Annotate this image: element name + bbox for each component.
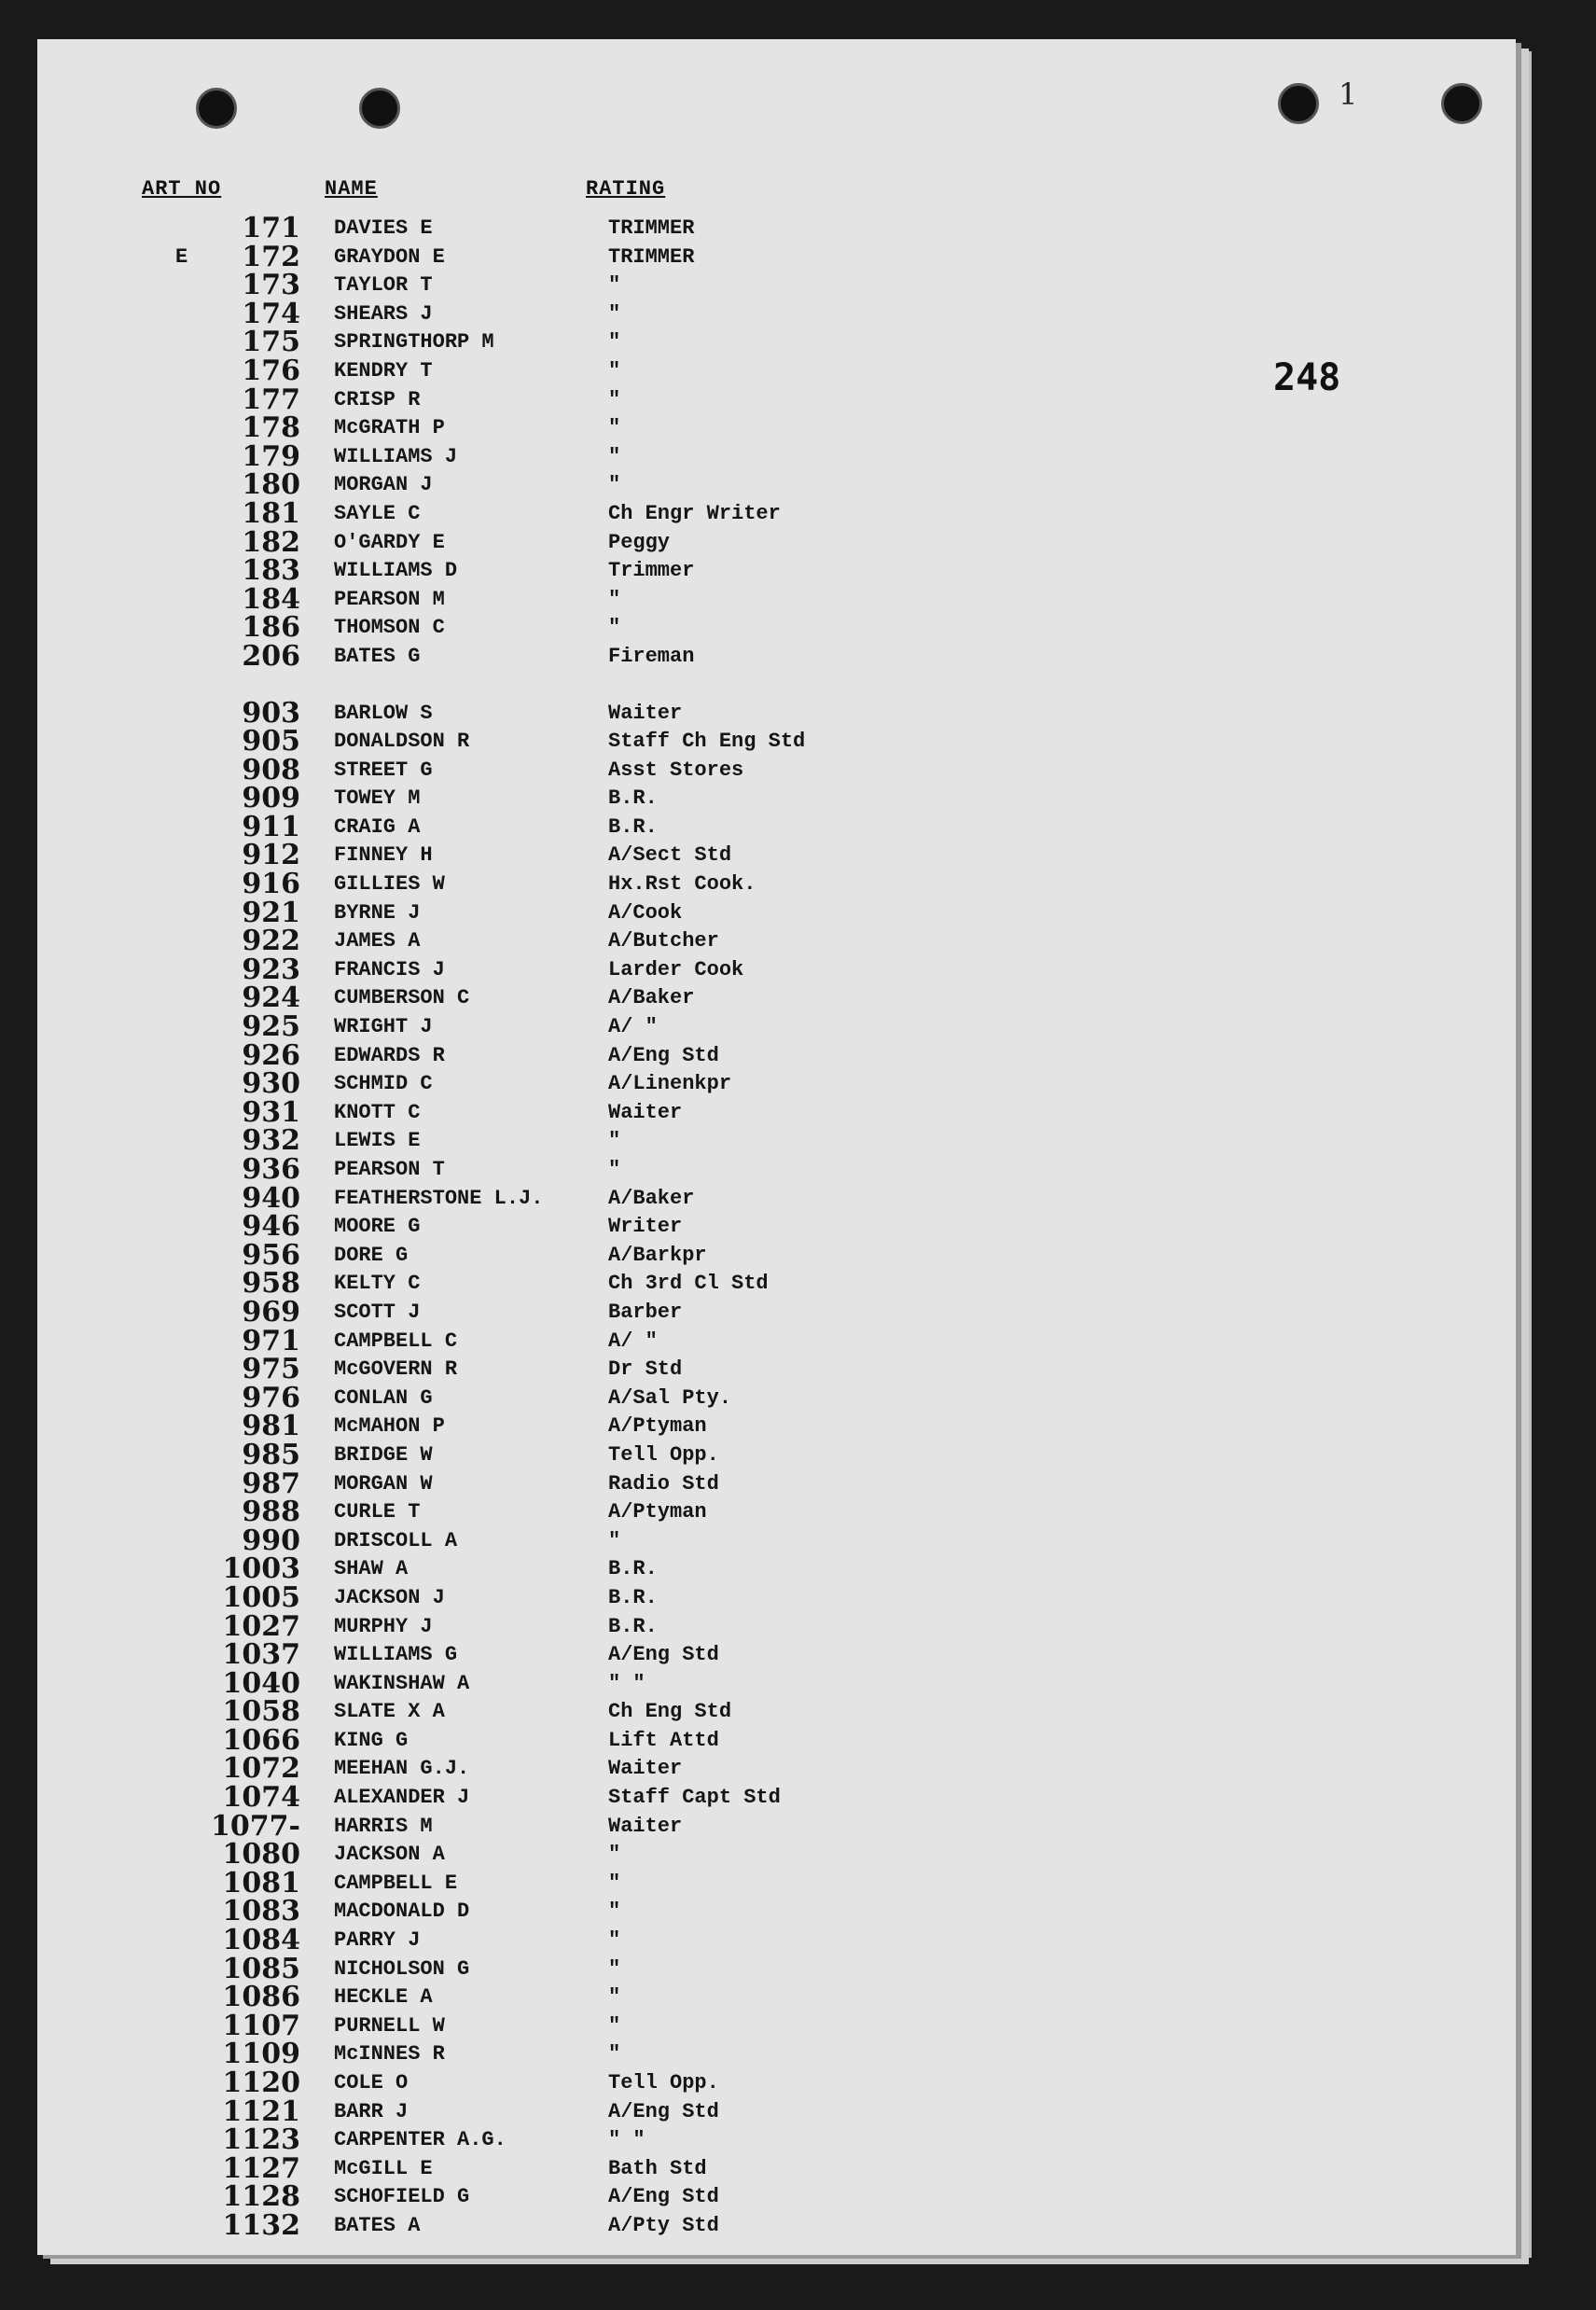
art-number: 1027	[222, 1609, 300, 1643]
crew-name: CAMPBELL E	[334, 1871, 458, 1895]
crew-row	[37, 1498, 1157, 1527]
crew-row	[37, 927, 1157, 956]
crew-rating: "	[608, 1528, 621, 1552]
crew-rating: Ch Eng Std	[608, 1700, 732, 1724]
art-number: 1132	[222, 2208, 300, 2242]
art-number: 924	[242, 981, 300, 1015]
crew-rating: A/Eng Std	[608, 1043, 719, 1067]
crew-rating: "	[608, 616, 621, 640]
crew-name: TAYLOR T	[334, 273, 433, 298]
art-number: 930	[242, 1067, 300, 1101]
crew-rating: Writer	[608, 1215, 683, 1239]
crew-rating: A/Baker	[608, 986, 695, 1010]
art-number: 173	[242, 269, 300, 302]
crew-rating: "	[608, 273, 621, 298]
art-number: 186	[242, 611, 300, 645]
crew-rating: B.R.	[608, 814, 658, 839]
crew-row	[37, 1552, 1157, 1586]
crew-row	[37, 810, 1157, 843]
crew-row	[37, 1353, 1157, 1386]
crew-rating: Larder Cook	[608, 957, 744, 981]
crew-rating: Waiter	[608, 1814, 683, 1838]
crew-rating: " "	[608, 2128, 645, 2152]
crew-row	[37, 953, 1157, 986]
crew-name: WILLIAMS J	[334, 444, 458, 468]
crew-row	[37, 1752, 1157, 1786]
crew-name: SHEARS J	[334, 301, 433, 326]
crew-row	[37, 328, 1157, 357]
art-number: 171	[242, 212, 300, 244]
crew-row	[37, 525, 1157, 559]
crew-rating: A/Pty Std	[608, 2213, 719, 2237]
crew-row	[37, 468, 1157, 502]
crew-row	[37, 2040, 1157, 2069]
header-art-no: ART NO	[142, 177, 222, 201]
art-number: 969	[242, 1295, 300, 1329]
crew-name: MOORE G	[334, 1215, 421, 1239]
crew-row	[37, 411, 1157, 445]
crew-name: CARPENTER A.G.	[334, 2128, 507, 2152]
crew-rating: "	[608, 1129, 621, 1153]
art-number: 905	[242, 725, 300, 758]
crew-rating: "	[608, 1843, 621, 1867]
crew-rating: A/ "	[608, 1329, 658, 1353]
art-number: 976	[242, 1381, 300, 1414]
crew-rating: "	[608, 1899, 621, 1924]
crew-name: EDWARDS R	[334, 1043, 445, 1067]
art-number: 923	[242, 953, 300, 986]
crew-rating: Waiter	[608, 1757, 683, 1781]
crew-name: COLE O	[334, 2071, 409, 2094]
crew-row	[37, 2094, 1157, 2128]
page-number: 248	[1273, 356, 1341, 399]
art-number: 180	[242, 468, 300, 502]
crew-row	[37, 2009, 1157, 2042]
crew-name: JACKSON J	[334, 1585, 445, 1609]
crew-row	[37, 1952, 1157, 1985]
crew-name: PEARSON M	[334, 587, 445, 611]
crew-name: MACDONALD D	[334, 1899, 470, 1924]
art-number: 1077-	[211, 1809, 300, 1843]
crew-rating: Fireman	[608, 644, 695, 668]
crew-rating: A/Eng Std	[608, 1643, 719, 1667]
art-number: 1003	[222, 1552, 300, 1586]
crew-rating: A/ "	[608, 1015, 658, 1039]
crew-name: BATES A	[334, 2213, 421, 2237]
art-number: 206	[242, 639, 300, 673]
art-number: 174	[242, 297, 300, 330]
crew-name: DRISCOLL A	[334, 1528, 458, 1552]
art-number: 1081	[222, 1866, 300, 1899]
art-number: 940	[242, 1181, 300, 1215]
crew-row	[37, 725, 1157, 758]
crew-rating: " "	[608, 1671, 645, 1695]
crew-name: FEATHERSTONE L.J.	[334, 1186, 544, 1210]
art-number: 1066	[222, 1723, 300, 1757]
crew-row	[37, 297, 1157, 330]
punch-hole-left-1	[196, 88, 237, 129]
crew-row	[37, 870, 1157, 899]
crew-row	[37, 1238, 1157, 1272]
crew-rating: A/Eng Std	[608, 2099, 719, 2123]
crew-name: MORGAN W	[334, 1471, 433, 1496]
crew-row	[37, 1324, 1157, 1357]
crew-row	[37, 271, 1157, 300]
art-number: 956	[242, 1238, 300, 1272]
art-number: 925	[242, 1010, 300, 1044]
crew-row	[37, 1412, 1157, 1441]
crew-name: BARLOW S	[334, 701, 433, 725]
crew-rating: "	[608, 1956, 621, 1981]
crew-name: PURNELL W	[334, 2013, 445, 2038]
crew-rating: Asst Stores	[608, 758, 744, 782]
crew-name: HECKLE A	[334, 1985, 433, 2010]
crew-rating: Trimmer	[608, 559, 695, 583]
crew-rating: Peggy	[608, 530, 671, 554]
crew-name: STREET G	[334, 758, 433, 782]
crew-rating: "	[608, 330, 621, 355]
crew-row	[37, 1580, 1157, 1614]
crew-name: SCHOFIELD G	[334, 2185, 470, 2209]
crew-rating: B.R.	[608, 1614, 658, 1638]
crew-name: SAYLE C	[334, 501, 421, 525]
art-number: 1084	[222, 1924, 300, 1957]
crew-row	[37, 639, 1157, 673]
crew-name: MURPHY J	[334, 1614, 433, 1638]
crew-rating: Waiter	[608, 701, 683, 725]
art-number: 985	[242, 1438, 300, 1471]
crew-rating: Waiter	[608, 1100, 683, 1124]
crew-name: McGOVERN R	[334, 1357, 458, 1382]
art-number: 182	[242, 525, 300, 559]
crew-row	[37, 1866, 1157, 1899]
crew-name: WAKINSHAW A	[334, 1671, 470, 1695]
crew-row	[37, 1181, 1157, 1215]
crew-name: CRAIG A	[334, 814, 421, 839]
crew-row	[37, 981, 1157, 1015]
crew-row	[37, 782, 1157, 815]
art-number: 179	[242, 439, 300, 473]
pencil-mark: 1	[1339, 77, 1358, 112]
art-number: 946	[242, 1210, 300, 1244]
art-number: 1121	[222, 2094, 300, 2128]
crew-name: FRANCIS J	[334, 957, 445, 981]
art-number: 932	[242, 1124, 300, 1158]
crew-row	[37, 554, 1157, 588]
crew-rating: Hx.Rst Cook.	[608, 872, 756, 897]
crew-rating: Radio Std	[608, 1471, 719, 1496]
crew-rating: "	[608, 416, 621, 440]
crew-rating: "	[608, 387, 621, 411]
crew-row	[37, 1781, 1157, 1815]
crew-rating: Barber	[608, 1300, 683, 1324]
crew-rating: "	[608, 1928, 621, 1953]
crew-rating: TRIMMER	[608, 216, 695, 240]
crew-name: SCHMID C	[334, 1072, 433, 1096]
crew-row	[37, 1467, 1157, 1500]
crew-rating: A/Barkpr	[608, 1243, 707, 1267]
crew-row	[37, 896, 1157, 929]
art-number: 912	[242, 839, 300, 872]
crew-rating: A/Butcher	[608, 929, 719, 953]
crew-row	[37, 2123, 1157, 2157]
crew-name: HARRIS M	[334, 1814, 433, 1838]
art-number: 958	[242, 1267, 300, 1301]
crew-row	[37, 1983, 1157, 2012]
crew-name: SLATE X A	[334, 1700, 445, 1724]
art-number: 931	[242, 1095, 300, 1129]
art-number: 184	[242, 582, 300, 616]
crew-name: BATES G	[334, 644, 421, 668]
art-number: 1083	[222, 1895, 300, 1928]
crew-name: FINNEY H	[334, 843, 433, 868]
art-number: 908	[242, 753, 300, 786]
art-number: 1123	[222, 2123, 300, 2157]
crew-name: WILLIAMS G	[334, 1643, 458, 1667]
crew-row	[37, 753, 1157, 786]
art-number: 1107	[222, 2009, 300, 2042]
crew-row	[37, 1438, 1157, 1471]
crew-name: TOWEY M	[334, 786, 421, 811]
crew-name: DAVIES E	[334, 216, 433, 240]
crew-rating: A/Cook	[608, 900, 683, 925]
crew-row	[37, 1838, 1157, 1872]
art-number: 177	[242, 383, 300, 416]
crew-name: KELTY C	[334, 1272, 421, 1296]
crew-row	[37, 2066, 1157, 2099]
crew-row	[37, 212, 1157, 244]
crew-name: McGILL E	[334, 2156, 433, 2180]
art-number: 181	[242, 496, 300, 530]
crew-row	[37, 439, 1157, 473]
art-number: 1072	[222, 1752, 300, 1786]
crew-name: BRIDGE W	[334, 1442, 433, 1467]
row-prefix: E	[175, 244, 188, 269]
crew-name: PEARSON T	[334, 1158, 445, 1181]
crew-name: JAMES A	[334, 929, 421, 953]
art-number: 1005	[222, 1580, 300, 1614]
art-number: 916	[242, 868, 300, 901]
crew-name: BARR J	[334, 2099, 409, 2123]
crew-rating: A/Linenkpr	[608, 1072, 732, 1096]
art-number: 1058	[222, 1695, 300, 1729]
crew-name: DONALDSON R	[334, 730, 470, 754]
crew-rating: B.R.	[608, 1585, 658, 1609]
crew-name: WRIGHT J	[334, 1015, 433, 1039]
crew-row	[37, 2208, 1157, 2242]
crew-rating: A/Ptyman	[608, 1414, 707, 1439]
crew-name: PARRY J	[334, 1928, 421, 1953]
crew-rating: "	[608, 473, 621, 497]
crew-rating: B.R.	[608, 786, 658, 811]
art-number: 172	[242, 240, 300, 273]
crew-name: KENDRY T	[334, 358, 433, 383]
crew-name: O'GARDY E	[334, 530, 445, 554]
crew-rating: "	[608, 444, 621, 468]
crew-row	[37, 1010, 1157, 1044]
crew-name: NICHOLSON G	[334, 1956, 470, 1981]
art-number: 1040	[222, 1666, 300, 1700]
crew-row	[37, 1895, 1157, 1928]
art-number: 975	[242, 1353, 300, 1386]
art-number: 1128	[222, 2180, 300, 2214]
crew-rating: Ch Engr Writer	[608, 501, 781, 525]
crew-rating: "	[608, 1985, 621, 2010]
crew-name: McMAHON P	[334, 1414, 445, 1439]
crew-rating: A/Eng Std	[608, 2185, 719, 2209]
crew-row	[37, 1038, 1157, 1072]
crew-rating: Bath Std	[608, 2156, 707, 2180]
crew-name: CONLAN G	[334, 1385, 433, 1410]
crew-name: KNOTT C	[334, 1100, 421, 1124]
crew-name: CUMBERSON C	[334, 986, 470, 1010]
crew-name: GILLIES W	[334, 872, 445, 897]
crew-rating: A/Baker	[608, 1186, 695, 1210]
header-name: NAME	[325, 177, 378, 201]
crew-row	[37, 582, 1157, 616]
art-number: 1120	[222, 2066, 300, 2099]
crew-name: DORE G	[334, 1243, 409, 1267]
punch-hole-left-2	[359, 88, 400, 129]
crew-row	[37, 1723, 1157, 1757]
crew-rating: A/Ptyman	[608, 1500, 707, 1524]
art-number: 922	[242, 925, 300, 958]
art-number: 926	[242, 1038, 300, 1072]
art-number: 1074	[222, 1781, 300, 1815]
crew-name: CRISP R	[334, 387, 421, 411]
crew-rating: A/Sal Pty.	[608, 1385, 732, 1410]
art-number: 178	[242, 411, 300, 445]
crew-name: SCOTT J	[334, 1300, 421, 1324]
crew-row	[37, 1638, 1157, 1672]
crew-row	[37, 1524, 1157, 1557]
crew-row	[37, 839, 1157, 872]
crew-name: ALEXANDER J	[334, 1786, 470, 1810]
punch-hole-right-2	[1441, 83, 1482, 124]
crew-name: McGRATH P	[334, 416, 445, 440]
art-number: 1086	[222, 1981, 300, 2014]
crew-name: LEWIS E	[334, 1129, 421, 1153]
header-rating: RATING	[586, 177, 666, 201]
crew-row	[37, 1095, 1157, 1129]
crew-row	[37, 611, 1157, 645]
crew-rating: Lift Attd	[608, 1728, 719, 1752]
crew-row	[37, 1809, 1157, 1843]
art-number: 1109	[222, 2038, 300, 2071]
crew-name: WILLIAMS D	[334, 559, 458, 583]
crew-row	[37, 496, 1157, 530]
art-number: 936	[242, 1153, 300, 1186]
crew-row	[37, 1067, 1157, 1101]
crew-name: MORGAN J	[334, 473, 433, 497]
art-number: 183	[242, 554, 300, 588]
crew-list	[37, 212, 1157, 2242]
art-number: 1037	[222, 1638, 300, 1672]
crew-rating: Ch 3rd Cl Std	[608, 1272, 769, 1296]
crew-row	[37, 1609, 1157, 1643]
crew-row	[37, 1210, 1157, 1244]
crew-name: CURLE T	[334, 1500, 421, 1524]
art-number: 1127	[222, 2151, 300, 2185]
crew-row	[37, 1153, 1157, 1186]
art-number: 903	[242, 696, 300, 730]
crew-rating: Tell Opp.	[608, 1442, 719, 1467]
crew-row	[37, 240, 1157, 273]
crew-row	[37, 383, 1157, 416]
crew-rating: Staff Ch Eng Std	[608, 730, 806, 754]
crew-row	[37, 1124, 1157, 1158]
crew-row	[37, 696, 1157, 730]
crew-name: JACKSON A	[334, 1843, 445, 1867]
art-number: 988	[242, 1496, 300, 1529]
punch-hole-right-1	[1278, 83, 1319, 124]
crew-rating: "	[608, 1158, 621, 1181]
art-number: 176	[242, 354, 300, 387]
art-number: 921	[242, 896, 300, 929]
art-number: 981	[242, 1410, 300, 1443]
crew-name: GRAYDON E	[334, 244, 445, 269]
crew-rating: Dr Std	[608, 1357, 683, 1382]
crew-name: SPRINGTHORP M	[334, 330, 494, 355]
art-number: 987	[242, 1467, 300, 1500]
art-number: 911	[242, 810, 300, 843]
art-number: 175	[242, 326, 300, 359]
crew-rating: B.R.	[608, 1557, 658, 1581]
crew-row	[37, 1381, 1157, 1414]
art-number: 990	[242, 1524, 300, 1557]
crew-name: McINNES R	[334, 2042, 445, 2066]
crew-rating: Staff Capt Std	[608, 1786, 781, 1810]
crew-row	[37, 1666, 1157, 1700]
crew-rating: TRIMMER	[608, 244, 695, 269]
art-number: 1080	[222, 1838, 300, 1872]
crew-rating: "	[608, 587, 621, 611]
crew-name: KING G	[334, 1728, 409, 1752]
crew-row	[37, 2180, 1157, 2214]
crew-rating: "	[608, 301, 621, 326]
crew-rating: "	[608, 358, 621, 383]
crew-name: SHAW A	[334, 1557, 409, 1581]
art-number: 1085	[222, 1952, 300, 1985]
art-number: 971	[242, 1324, 300, 1357]
crew-row	[37, 1267, 1157, 1301]
crew-name: THOMSON C	[334, 616, 445, 640]
crew-name: CAMPBELL C	[334, 1329, 458, 1353]
crew-row	[37, 1695, 1157, 1729]
crew-rating: "	[608, 2042, 621, 2066]
crew-rating: "	[608, 1871, 621, 1895]
crew-row	[37, 2151, 1157, 2185]
crew-row	[37, 1924, 1157, 1957]
crew-name: MEEHAN G.J.	[334, 1757, 470, 1781]
crew-row	[37, 1295, 1157, 1329]
crew-name: BYRNE J	[334, 900, 421, 925]
crew-row	[37, 354, 1157, 387]
document-page	[37, 39, 1516, 2255]
art-number: 909	[242, 782, 300, 815]
crew-rating: Tell Opp.	[608, 2071, 719, 2094]
crew-rating: "	[608, 2013, 621, 2038]
crew-rating: A/Sect Std	[608, 843, 732, 868]
